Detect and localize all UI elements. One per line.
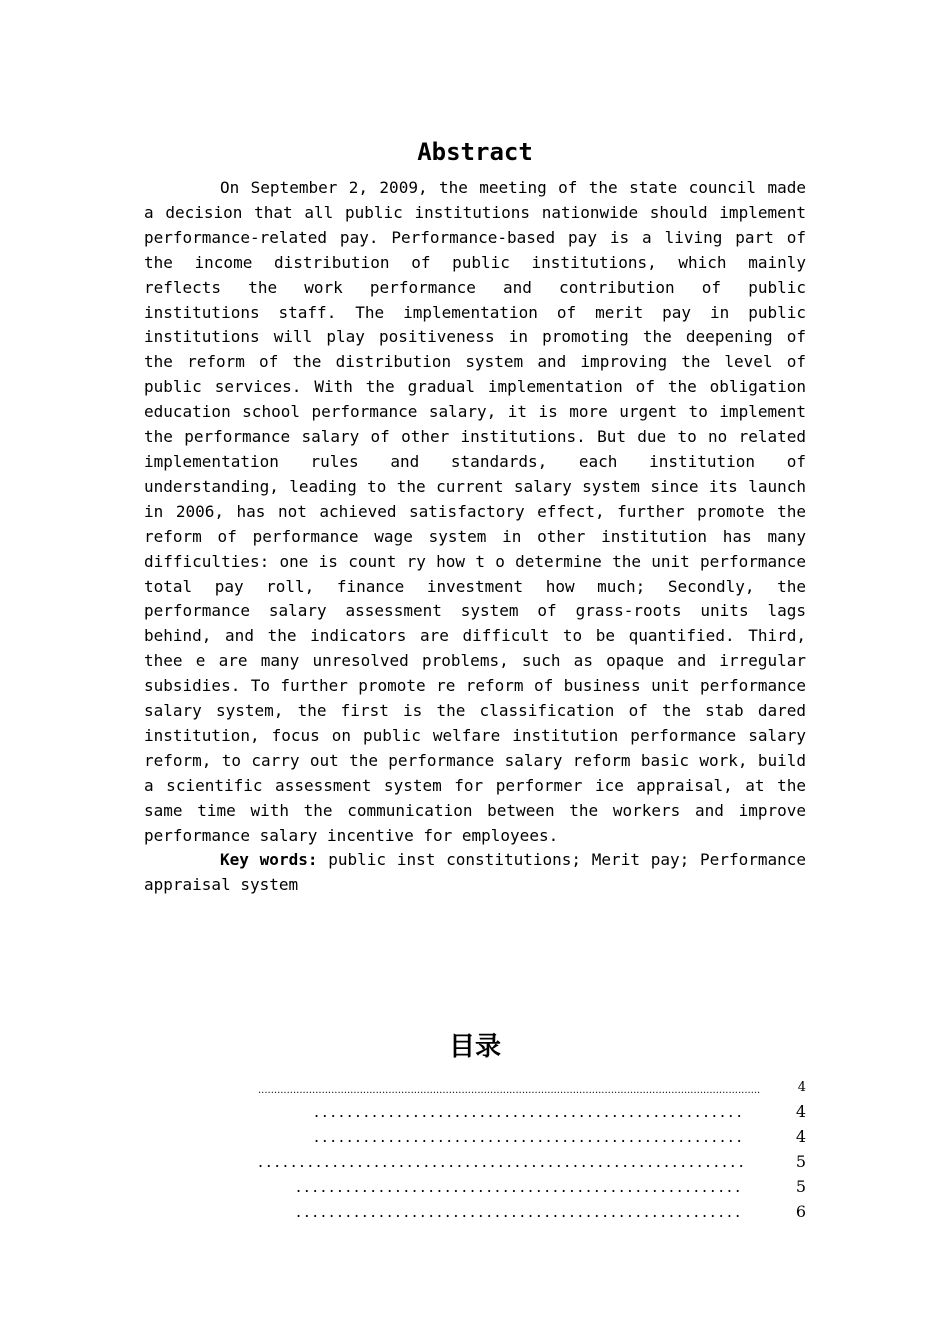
toc-leader-dots: ........................................................... <box>258 1152 747 1171</box>
keywords-label: Key words: <box>220 850 318 869</box>
keywords-line <box>144 848 806 898</box>
toc-entry-4[interactable] <box>258 1148 806 1172</box>
toc-entry-6[interactable] <box>296 1198 806 1222</box>
toc-entry-5[interactable] <box>296 1173 806 1197</box>
abstract-body: On September 2, 2009, the meeting of the state council made a decision that all public institutions nationwide should implement performance-related pay. Performance-based pay is a living part of the income distribution of public institutions, which mainly reflects the work performance and contribution of public institutions staff. The implementation of merit pay in public institutions will play positiveness in promoting the deepening of the reform of the distribution system and improving the level of public services. With the gradual implementation of the obligation education school performance salary, it is more urgent to implement the performance salary of other institutions. But due to no related implementation rules and standards, each institution of understanding, leading to the current salary system since its launch in 2006, has not achieved satisfactory effect, further promote the reform of performance wage system in other institution has many difficulties: one is count ry how t o determine the unit performance total pay roll, finance investment how much; Secondly, the performance salary assessment system of grass-roots units lags behind, and the indicators are difficult to be quantified. Third, thee e are many unresolved problems, such as opaque and irregular subsidies. To further promote re reform of business unit performance salary system, the first is the classification of the stab dared institution, focus on public welfare institution performance salary reform, to carry out the performance salary reform basic work, build a scientific assessment system for performer ice appraisal, at the same time with the communication between the workers and improve performance salary incentive for employees. <box>144 178 806 845</box>
toc-title: 目录 <box>448 1032 501 1062</box>
toc-leader-dots: ...................................................... <box>296 1177 744 1196</box>
toc-leader-dots: .................................................... <box>314 1127 745 1146</box>
toc-page-number: 6 <box>795 1202 806 1221</box>
toc-page-number: 5 <box>795 1177 806 1196</box>
keywords-text: public inst constitutions; Merit pay; Performance appraisal system <box>144 850 807 894</box>
toc-leader-dots: .............................................................................................................................................................. <box>258 1085 761 1096</box>
toc-page-number: 5 <box>795 1152 806 1171</box>
toc-entry-1[interactable] <box>258 1074 806 1098</box>
toc-leader-dots: .................................................... <box>314 1102 745 1121</box>
toc-leader-dots: ...................................................... <box>296 1202 744 1221</box>
toc-page-number: 4 <box>795 1127 806 1146</box>
toc-entry-3[interactable] <box>314 1123 806 1147</box>
abstract-title: Abstract <box>417 138 533 166</box>
toc-page-number: 4 <box>795 1102 806 1121</box>
toc-page-number: 4 <box>797 1080 806 1095</box>
toc-entry-2[interactable] <box>314 1098 806 1122</box>
